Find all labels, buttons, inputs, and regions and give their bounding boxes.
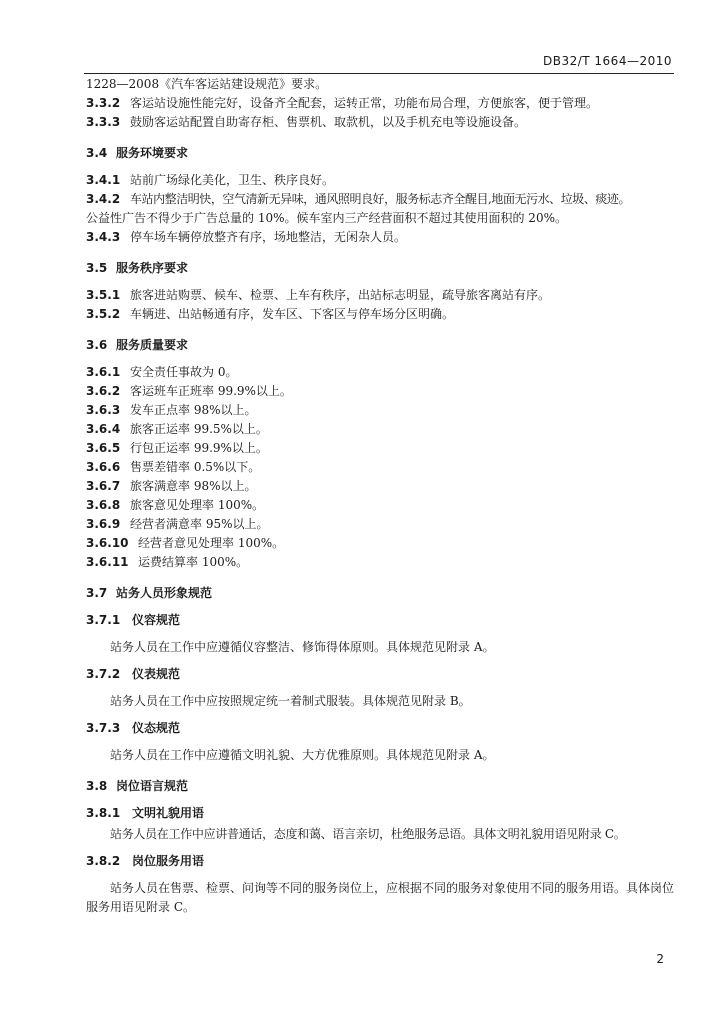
clause-3-6-5: 3.6.5 行包正运率 99.9%以上。 (86, 441, 268, 455)
clause-3-4-1: 3.4.1 站前广场绿化美化，卫生、秩序良好。 (86, 173, 335, 187)
continued-line: 1228—2008《汽车客运站建设规范》要求。 (86, 77, 328, 91)
section-heading-3-7: 3.7 站务人员形象规范 (86, 586, 213, 600)
paragraph-3-7-3: 站务人员在工作中应遵循文明礼貌、大方优雅原则。具体规范见附录 A。 (110, 748, 495, 762)
paragraph-3-7-1: 站务人员在工作中应遵循仪容整洁、修饰得体原则。具体规范见附录 A。 (110, 640, 495, 654)
section-heading-3-8: 3.8 岗位语言规范 (86, 779, 189, 793)
subsection-heading-3-7-1: 3.7.1 仪容规范 (86, 613, 181, 627)
clause-3-4-2: 3.4.2 车站内整洁明快，空气清新无异味，通风照明良好，服务标志齐全醒目,地面无污水、垃圾、痰迹。 (86, 192, 631, 206)
section-heading-3-5: 3.5 服务秩序要求 (86, 261, 189, 275)
subsection-heading-3-8-1: 3.8.1 文明礼貌用语 (86, 806, 205, 820)
clause-3-6-9: 3.6.9 经营者满意率 95%以上。 (86, 517, 269, 531)
subsection-heading-3-8-2: 3.8.2 岗位服务用语 (86, 854, 205, 868)
clause-3-4-2-continued: 公益性广告不得少于广告总量的 10%。候车室内三产经营面积不超过其使用面积的 20%。 (86, 211, 567, 225)
clause-3-6-7: 3.6.7 旅客满意率 98%以上。 (86, 479, 257, 493)
clause-3-6-10: 3.6.10 经营者意见处理率 100%。 (86, 536, 285, 550)
clause-3-5-2: 3.5.2 车辆进、出站畅通有序，发车区、下客区与停车场分区明确。 (86, 307, 455, 321)
clause-3-6-2: 3.6.2 客运班车正班率 99.9%以上。 (86, 384, 292, 398)
header-rule (84, 73, 674, 74)
paragraph-3-8-1: 站务人员在工作中应讲普通话，态度和蔼、语言亲切，杜绝服务忌语。具体文明礼貌用语见附录 C。 (110, 827, 626, 841)
clause-3-6-4: 3.6.4 旅客正运率 99.5%以上。 (86, 422, 268, 436)
clause-3-6-8: 3.6.8 旅客意见处理率 100%。 (86, 498, 265, 512)
clause-3-6-1: 3.6.1 安全责任事故为 0。 (86, 365, 238, 379)
subsection-heading-3-7-2: 3.7.2 仪表规范 (86, 667, 181, 681)
page-number: 2 (656, 952, 664, 966)
clause-3-6-11: 3.6.11 运费结算率 100%。 (86, 555, 249, 569)
paragraph-3-7-2: 站务人员在工作中应按照规定统一着制式服装。具体规范见附录 B。 (110, 694, 471, 708)
clause-3-6-6: 3.6.6 售票差错率 0.5%以下。 (86, 460, 261, 474)
section-heading-3-6: 3.6 服务质量要求 (86, 338, 189, 352)
section-heading-3-4: 3.4 服务环境要求 (86, 146, 189, 160)
clause-3-3-2: 3.3.2 客运站设施性能完好，设备齐全配套，运转正常，功能布局合理，方便旅客，便于管理。 (86, 96, 599, 110)
clause-3-4-3: 3.4.3 停车场车辆停放整齐有序，场地整洁，无闲杂人员。 (86, 230, 407, 244)
clause-3-3-3: 3.3.3 鼓励客运站配置自助寄存柜、售票机、取款机，以及手机充电等设施设备。 (86, 115, 527, 129)
clause-3-6-3: 3.6.3 发车正点率 98%以上。 (86, 403, 257, 417)
document-id: DB32/T 1664—2010 (542, 54, 672, 68)
document-body (86, 75, 676, 917)
paragraph-3-8-2: 站务人员在售票、检票、问询等不同的服务岗位上，应根据不同的服务对象使用不同的服务用语。具体岗位服务用语见附录 C。 (86, 881, 675, 914)
clause-3-5-1: 3.5.1 旅客进站购票、候车、检票、上车有秩序，出站标志明显，疏导旅客离站有序。 (86, 288, 551, 302)
subsection-heading-3-7-3: 3.7.3 仪态规范 (86, 721, 181, 735)
